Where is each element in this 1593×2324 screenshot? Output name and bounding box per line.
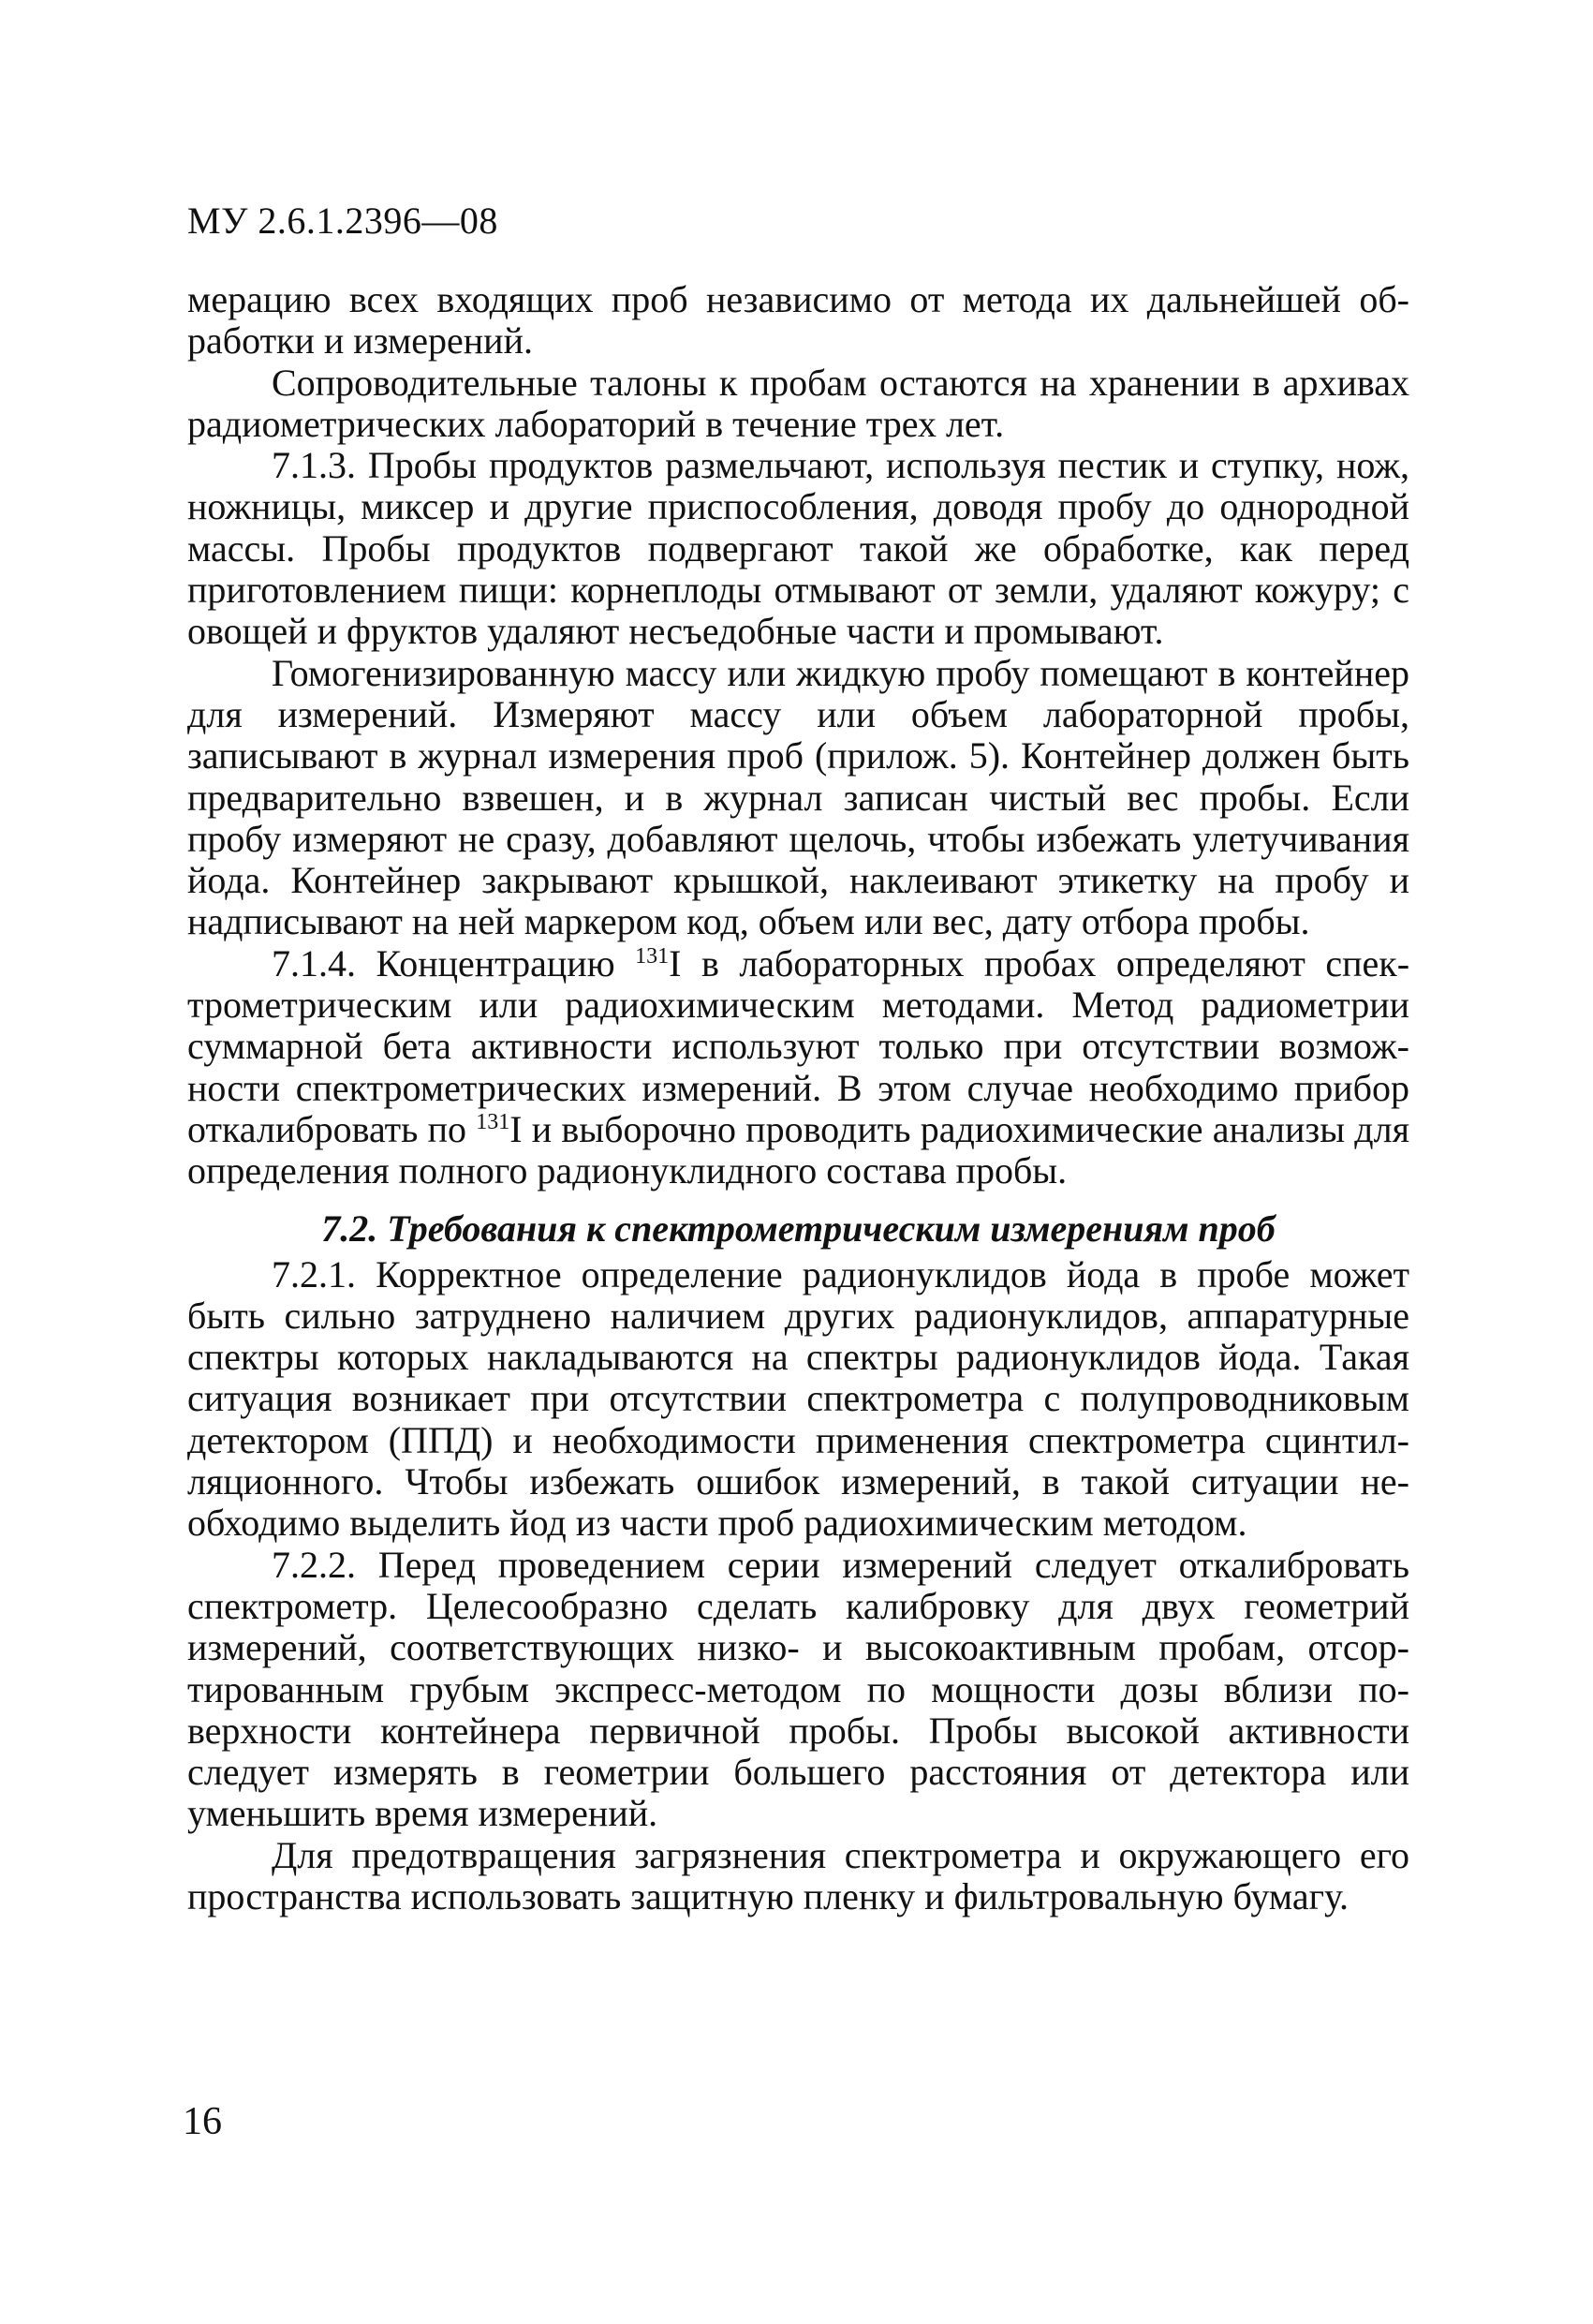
document-body xyxy=(187,279,1409,1917)
paragraph-7-2-2: 7.2.2. Перед проведением серии измерений следует откалибровать спектрометр. Целесообразно сделать калибровку для двух геометрий измерений, соответствующих низко- и высокоактивным пробам, отсортированным грубым экспресс-методом по мощности дозы вблизи поверхности контейнера первичной пробы. Пробы высокой активности следует измерять в геометрии большего расстояния от детектора или уменьшить время измерений. xyxy=(187,1543,1409,1835)
paragraph-7-1-4 xyxy=(187,943,1409,1192)
isotope-superscript-1: 131 xyxy=(635,943,670,969)
paragraph-continuation: мерацию всех входящих проб независимо от метода их дальнейшей обработки и измерений. xyxy=(187,278,1409,363)
paragraph-7-1-4-part-b: I в лабораторных пробах определяют спектрометрическим или радиохимическим методами. Метод радиометрии суммарной бета активности используют только при отсутствии возможности спектрометрических измерений. В этом случае необходимо прибор откалибровать по xyxy=(187,941,1410,1150)
isotope-superscript-2: 131 xyxy=(476,1109,510,1134)
paragraph-7-1-3: 7.1.3. Пробы продуктов размельчают, используя пестик и ступку, нож, ножницы, миксер и другие приспособления, доводя пробу до однородной массы. Пробы продуктов подвергают такой же обработке, как перед приготовлением пищи: корнеплоды отмывают от земли, удаляют кожуру; с овощей и фруктов удаляют несъедобные части и промывают. xyxy=(187,444,1409,653)
paragraph-archive-storage: Сопроводительные талоны к пробам остаются на хранении в архивах радиометрических лабораторий в течение трех лет. xyxy=(187,361,1409,445)
paragraph-7-1-4-part-a: 7.1.4. Концентрацию xyxy=(272,941,636,984)
document-code-header: МУ 2.6.1.2396—08 xyxy=(187,200,498,242)
page-number: 16 xyxy=(183,2100,222,2143)
paragraph-contamination-prevention: Для предотвращения загрязнения спектрометра и окружающего его пространства использовать защитную пленку и фильтровальную бумагу. xyxy=(187,1833,1409,1917)
paragraph-homogenized-sample: Гомогенизированную массу или жидкую пробу помещают в контейнер для измерений. Измеряют массу или объем лабораторной пробы, записывают в журнал измерения проб (прилож. 5). Контейнер должен быть предварительно взвешен, и в журнал записан чистый вес пробы. Если пробу измеряют не сразу, добавляют щелочь, чтобы избежать улетучивания йода. Контейнер закрывают крышкой, наклеивают этикетку на пробу и надписывают на ней маркером код, объем или вес, дату отбора пробы. xyxy=(187,651,1409,943)
paragraph-7-1-4-part-c: I и выборочно проводить радиохимические анализы для определения полного радионуклидного состава пробы. xyxy=(187,1107,1409,1192)
paragraph-7-2-1: 7.2.1. Корректное определение радионуклидов йода в пробе может быть сильно затруднено наличием других радионуклидов, аппаратурные спектры которых накладываются на спектры радионуклидов йода. Такая ситуация возникает при отсутствии спектрометра с полупроводниковым детектором (ППД) и необходимости применения спектрометра сцинтилляционного. Чтобы избежать ошибок измерений, в такой ситуации необходимо выделить йод из части проб радиохимическим методом. xyxy=(187,1252,1409,1545)
section-heading-7-2: 7.2. Требования к спектрометрическим измерениям проб xyxy=(321,1206,1276,1250)
